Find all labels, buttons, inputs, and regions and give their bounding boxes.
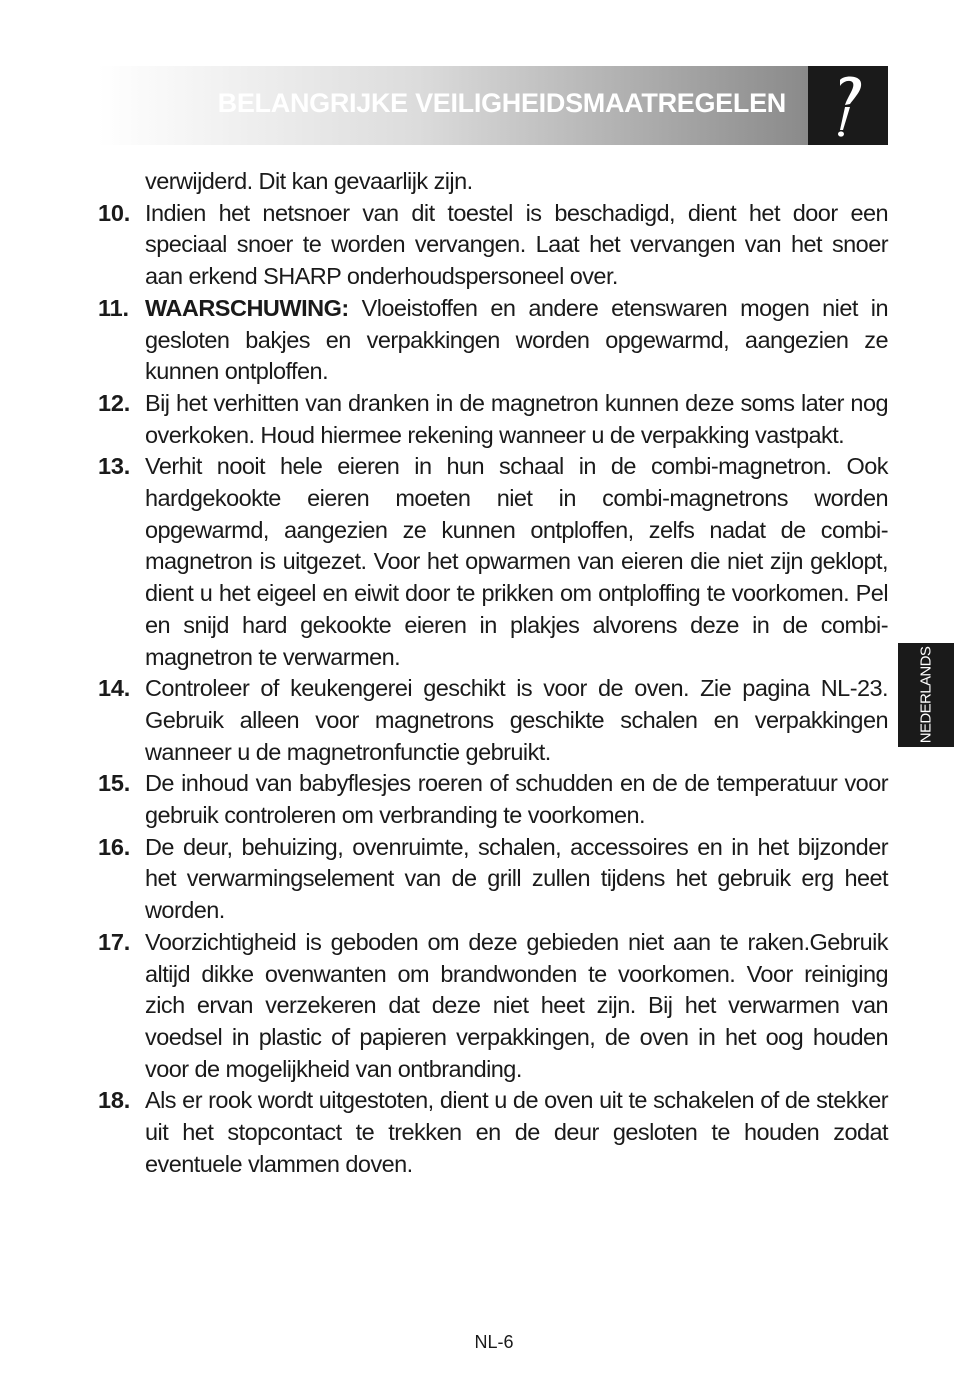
list-item [98,1085,888,1180]
list-item [98,198,888,293]
item-text-container [145,293,888,388]
page-number: NL-6 [474,1332,514,1352]
safety-list [98,166,888,1181]
item-text: Controleer of keukengerei geschikt is voor de oven. Zie pagina NL-23. Gebruik alleen voor magnetrons geschikte schalen en verpakkingen wanneer u de magnetronfunctie gebruikt. [145,675,888,765]
item-number: 14. [98,675,131,702]
item-text: Bij het verhitten van dranken in de magnetron kunnen deze soms later nog overkoken. Houd hiermee rekening wanneer u de verpakking vastpakt. [145,389,888,448]
item-number: 11. [98,294,129,321]
continuation-text: verwijderd. Dit kan gevaarlijk zijn. [145,168,473,194]
warning-label: WAARSCHUWING: [145,294,349,321]
item-number: 15. [98,770,131,797]
item-number: 16. [98,833,131,860]
list-item [98,832,888,927]
header-bar [98,66,808,145]
item-text: Vloeistoffen en andere etenswaren mogen niet in gesloten bakjes en verpakkingen worden opgewarmd, aangezien ze kunnen ontploffen. [145,294,888,385]
item-text: Voorzichtigheid is geboden om deze gebieden niet aan te raken.Gebruik altijd dikke ovenwanten om brandwonden te voorkomen. Voor reiniging zich ervan verzekeren dat deze niet heet zijn. Bij het verwarmen van voedsel in plastic of papieren verpakkingen, de oven in het oog houden voor de mogelijkheid van ontbranding. [145,928,888,1082]
item-text: Indien het netsnoer van dit toestel is beschadigd, dient het door een speciaal snoer te worden vervangen. Laat het vervangen van het snoer aan erkend SHARP onderhoudspersoneel over. [145,199,888,290]
item-text: De deur, behuizing, ovenruimte, schalen, accessoires en in het bijzonder het verwarmingselement van de grill zullen tijdens het gebruik erg heet worden. [145,833,888,924]
list-item [98,293,888,388]
item-text: Als er rook wordt uitgestoten, dient u de oven uit te schakelen of de stekker uit het stopcontact te trekken en de deur gesloten te houden zodat eventuele vlammen doven. [145,1087,888,1177]
list-item [98,927,888,1086]
item-number: 12. [98,389,131,416]
item-number: 13. [98,453,131,480]
item-number: 18. [98,1087,131,1114]
item-text: De inhoud van babyflesjes roeren of schudden en de de temperatuur voor gebruik controleren om verbranding te voorkomen. [145,770,888,829]
item-text: Verhit nooit hele eieren in hun schaal in de combi-magnetron. Ook hardgekookte eieren moeten niet in combi-magnetrons worden opgewarmd, aangezien ze kunnen ontploffen, zelfs nadat de combi-magnetron is uitgezet. Voor het opwarmen van eieren die niet zijn geklopt, dient u het eigeel en eiwit door te prikken om ontploffing te voorkomen. Pel en snijd hard gekookte eieren in plakjes alvorens deze in de combi-magnetron te verwarmen. [145,453,888,670]
header-icon-box [808,66,888,145]
list-item [98,768,888,831]
language-tab [898,643,954,747]
item-number: 17. [98,928,131,955]
language-tab-label: NEDERLANDS [917,646,935,744]
item-number: 10. [98,199,131,226]
list-item [98,451,888,673]
exclamation-icon [830,74,866,138]
page-title: BELANGRIJKE VEILIGHEIDSMAATREGELEN [217,88,786,118]
list-item [98,388,888,451]
list-item [98,673,888,768]
